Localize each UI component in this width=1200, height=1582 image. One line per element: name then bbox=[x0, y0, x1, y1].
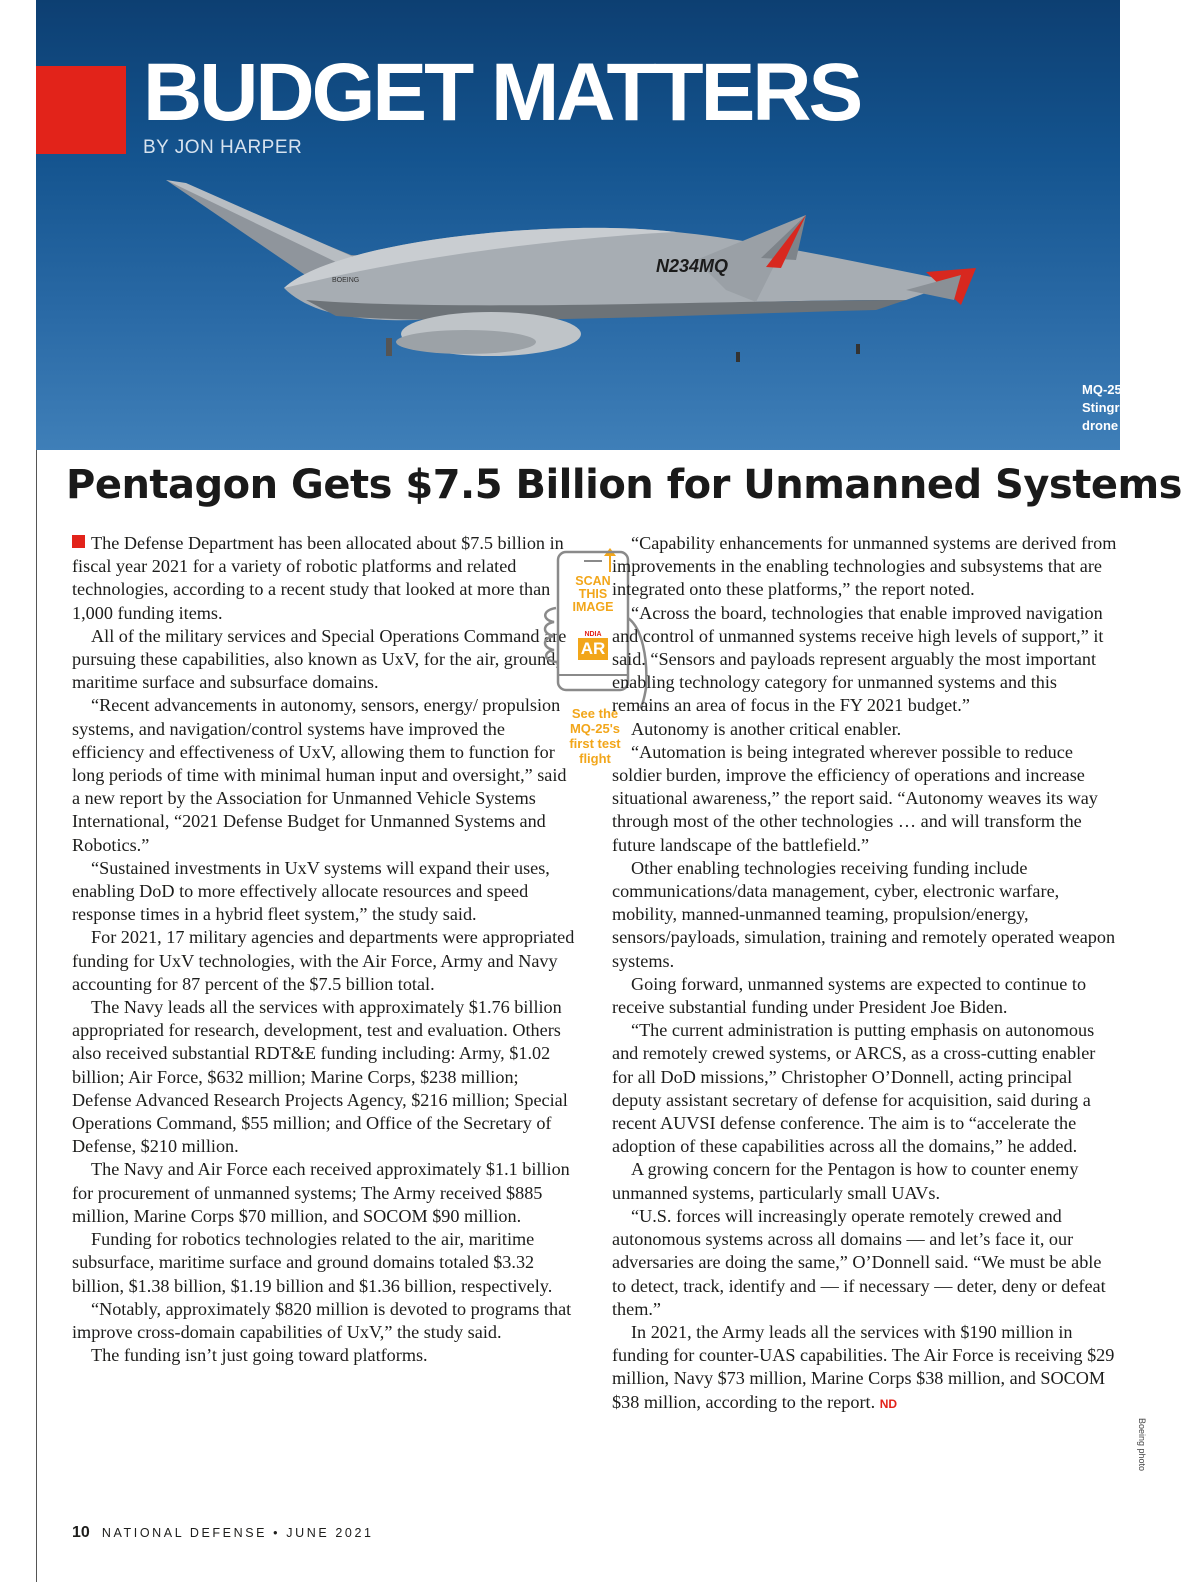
ar-scan-line: IMAGE bbox=[572, 600, 614, 614]
paragraph-text: The Defense Department has been allocated about $7.5 billion in fiscal year 2021 for a variety of robotic platforms and related technologies, according to a recent study that looked at more than 1,000 funding items. bbox=[72, 533, 564, 623]
drone-gear-mark bbox=[736, 352, 740, 362]
publication-line: NATIONAL DEFENSE • JUNE 2021 bbox=[101, 1526, 374, 1540]
photo-caption-line: drone bbox=[1082, 418, 1119, 433]
paragraph: “U.S. forces will increasingly operate remotely crewed and autonomous systems across all domains — and let’s face it, our adversaries are doing the same,” O’Donnell said. “We must be able to detect, track, identify and — if necessary — deter, deny or defeat them.” bbox=[612, 1205, 1106, 1319]
paragraph: Going forward, unmanned systems are expected to continue to receive substantial funding under President Joe Biden. bbox=[612, 973, 1087, 1018]
section-title: BUDGET MATTERS bbox=[143, 47, 861, 138]
drone-gear-mark bbox=[856, 344, 860, 354]
paragraph: Other enabling technologies receiving funding include communications/data management, cyber, electronic warfare, mobility, manned-unmanned teaming, propulsion/energy, sensors/payloads, simulation, training and remotely operated weapon systems. bbox=[612, 857, 1116, 971]
bullet-marker bbox=[72, 535, 85, 548]
end-mark: ND bbox=[879, 1396, 898, 1411]
paragraph: “Automation is being integrated wherever possible to reduce soldier burden, improve the efficiency of operations and increase situational awareness,” the report said. “Autonomy weaves its way through most of the other technologies … and will transform the future landscape of the battlefield.” bbox=[612, 741, 1098, 855]
paragraph: All of the military services and Special Operations Command are pursuing these capabilities, also known as UxV, for the air, ground, maritime surface and subsurface domains. bbox=[72, 625, 567, 693]
paragraph: “Recent advancements in autonomy, sensors, energy/ propulsion systems, and navigation/control systems have improved the efficiency and effectiveness of UxV, allowing them to function for long periods of time with minimal human input and oversight,” said a new report by the Association for Unmanned Vehicle Systems International, “2021 Defense Budget for Unmanned Systems and Robotics.” bbox=[72, 695, 567, 855]
byline: BY JON HARPER bbox=[143, 137, 303, 158]
paragraph bbox=[72, 532, 578, 625]
page-number: 10 bbox=[72, 1524, 90, 1541]
paragraph: Autonomy is another critical enabler. bbox=[631, 718, 902, 739]
boeing-marking: BOEING bbox=[332, 277, 360, 284]
paragraph-text: In 2021, the Army leads all the services with $190 million in funding for counter-UAS capabilities. The Air Force is receiving $29 million, Navy $73 million, Marine Corps $38 million, and SOCOM $38 million, according to the report. bbox=[612, 1321, 1115, 1412]
photo-caption bbox=[1082, 381, 1152, 435]
photo-caption-line: Stingray bbox=[1082, 400, 1135, 415]
paragraph: “The current administration is putting emphasis on autonomous and remotely crewed systems, or ARCS, as a cross-cutting enabler for all DoD missions,” Christopher O’Donnell, acting principal deputy assistant secretary of defense for acquisition, said during a recent AUVSI defense conference. The aim is to “accelerate the adoption of these capabilities across all the domains,” he added. bbox=[612, 1020, 1096, 1157]
paragraph: A growing concern for the Pentagon is how to counter enemy unmanned systems, particularly small UAVs. bbox=[612, 1159, 1079, 1203]
aircraft-tail-number: N234MQ bbox=[656, 256, 729, 276]
photo-caption-line: MQ-25 bbox=[1082, 382, 1122, 397]
page-footer bbox=[72, 1524, 374, 1542]
paragraph: The Navy leads all the services with approximately $1.76 billion appropriated for research, development, test and evaluation. Others also received substantial RDT&E funding including: Army, $1.02 billion; Air Force, $632 million; Marine Corps, $238 million; Defense Advanced Research Projects Agency, $216 million; Special Operations Command, $55 million; and Office of the Secretary of Defense, $210 million. bbox=[72, 997, 568, 1157]
article-column-right bbox=[612, 532, 1118, 1416]
ar-scan-line: SCAN bbox=[575, 574, 611, 588]
ar-cta-line: MQ-25's bbox=[569, 721, 621, 736]
paragraph: Funding for robotics technologies related to the air, maritime subsurface, maritime surface and ground domains totaled $3.32 billion, $1.38 billion, $1.19 billion and $1.36 billion, respectively. bbox=[72, 1229, 553, 1296]
paragraph: “Across the board, technologies that enable improved navigation and control of unmanned systems receive high levels of support,” it said. “Sensors and payloads represent arguably the most important enabling technology category for unmanned systems and this remains an area of focus in the FY 2021 budget.” bbox=[612, 602, 1104, 716]
paragraph: The funding isn’t just going toward platforms. bbox=[91, 1345, 428, 1366]
drone-antenna bbox=[386, 338, 392, 356]
ndia-logo: NDIA bbox=[584, 631, 602, 638]
drone-fuel-pod-shade bbox=[396, 330, 536, 354]
ar-cta-line: first test bbox=[569, 736, 621, 751]
article-column-left bbox=[72, 532, 578, 1367]
paragraph: “Sustained investments in UxV systems will expand their uses, enabling DoD to more effectively allocate resources and speed response times in a hybrid fleet system,” the study said. bbox=[72, 857, 550, 925]
paragraph: “Notably, approximately $820 million is devoted to programs that improve cross-domain capabilities of UxV,” the study said. bbox=[72, 1298, 572, 1342]
ar-cta-line: flight bbox=[579, 751, 611, 766]
ar-logo: AR bbox=[578, 638, 608, 660]
photo-credit: Boeing photo bbox=[1137, 1418, 1147, 1472]
paragraph: The Navy and Air Force each received approximately $1.1 billion for procurement of unmanned systems; The Army received $885 million, Marine Corps $70 million, and SOCOM $90 million. bbox=[72, 1159, 570, 1226]
ar-cta-line: See the bbox=[571, 706, 619, 721]
page-rule bbox=[36, 450, 37, 1582]
section-marker bbox=[36, 66, 126, 154]
ar-scan-line: THIS bbox=[578, 587, 608, 601]
paragraph bbox=[612, 1321, 1118, 1416]
hand-fingers bbox=[545, 608, 558, 662]
article-headline: Pentagon Gets $7.5 Billion for Unmanned Systems bbox=[66, 462, 1182, 508]
paragraph: For 2021, 17 military agencies and departments were appropriated funding for UxV technologies, with the Air Force, Army and Navy accounting for 87 percent of the $7.5 billion total. bbox=[72, 927, 575, 994]
drone-left-wing-edge bbox=[166, 180, 356, 262]
paragraph: “Capability enhancements for unmanned systems are derived from improvements in the enabling technologies and subsystems that are integrated onto these platforms,” the report noted. bbox=[612, 533, 1117, 600]
